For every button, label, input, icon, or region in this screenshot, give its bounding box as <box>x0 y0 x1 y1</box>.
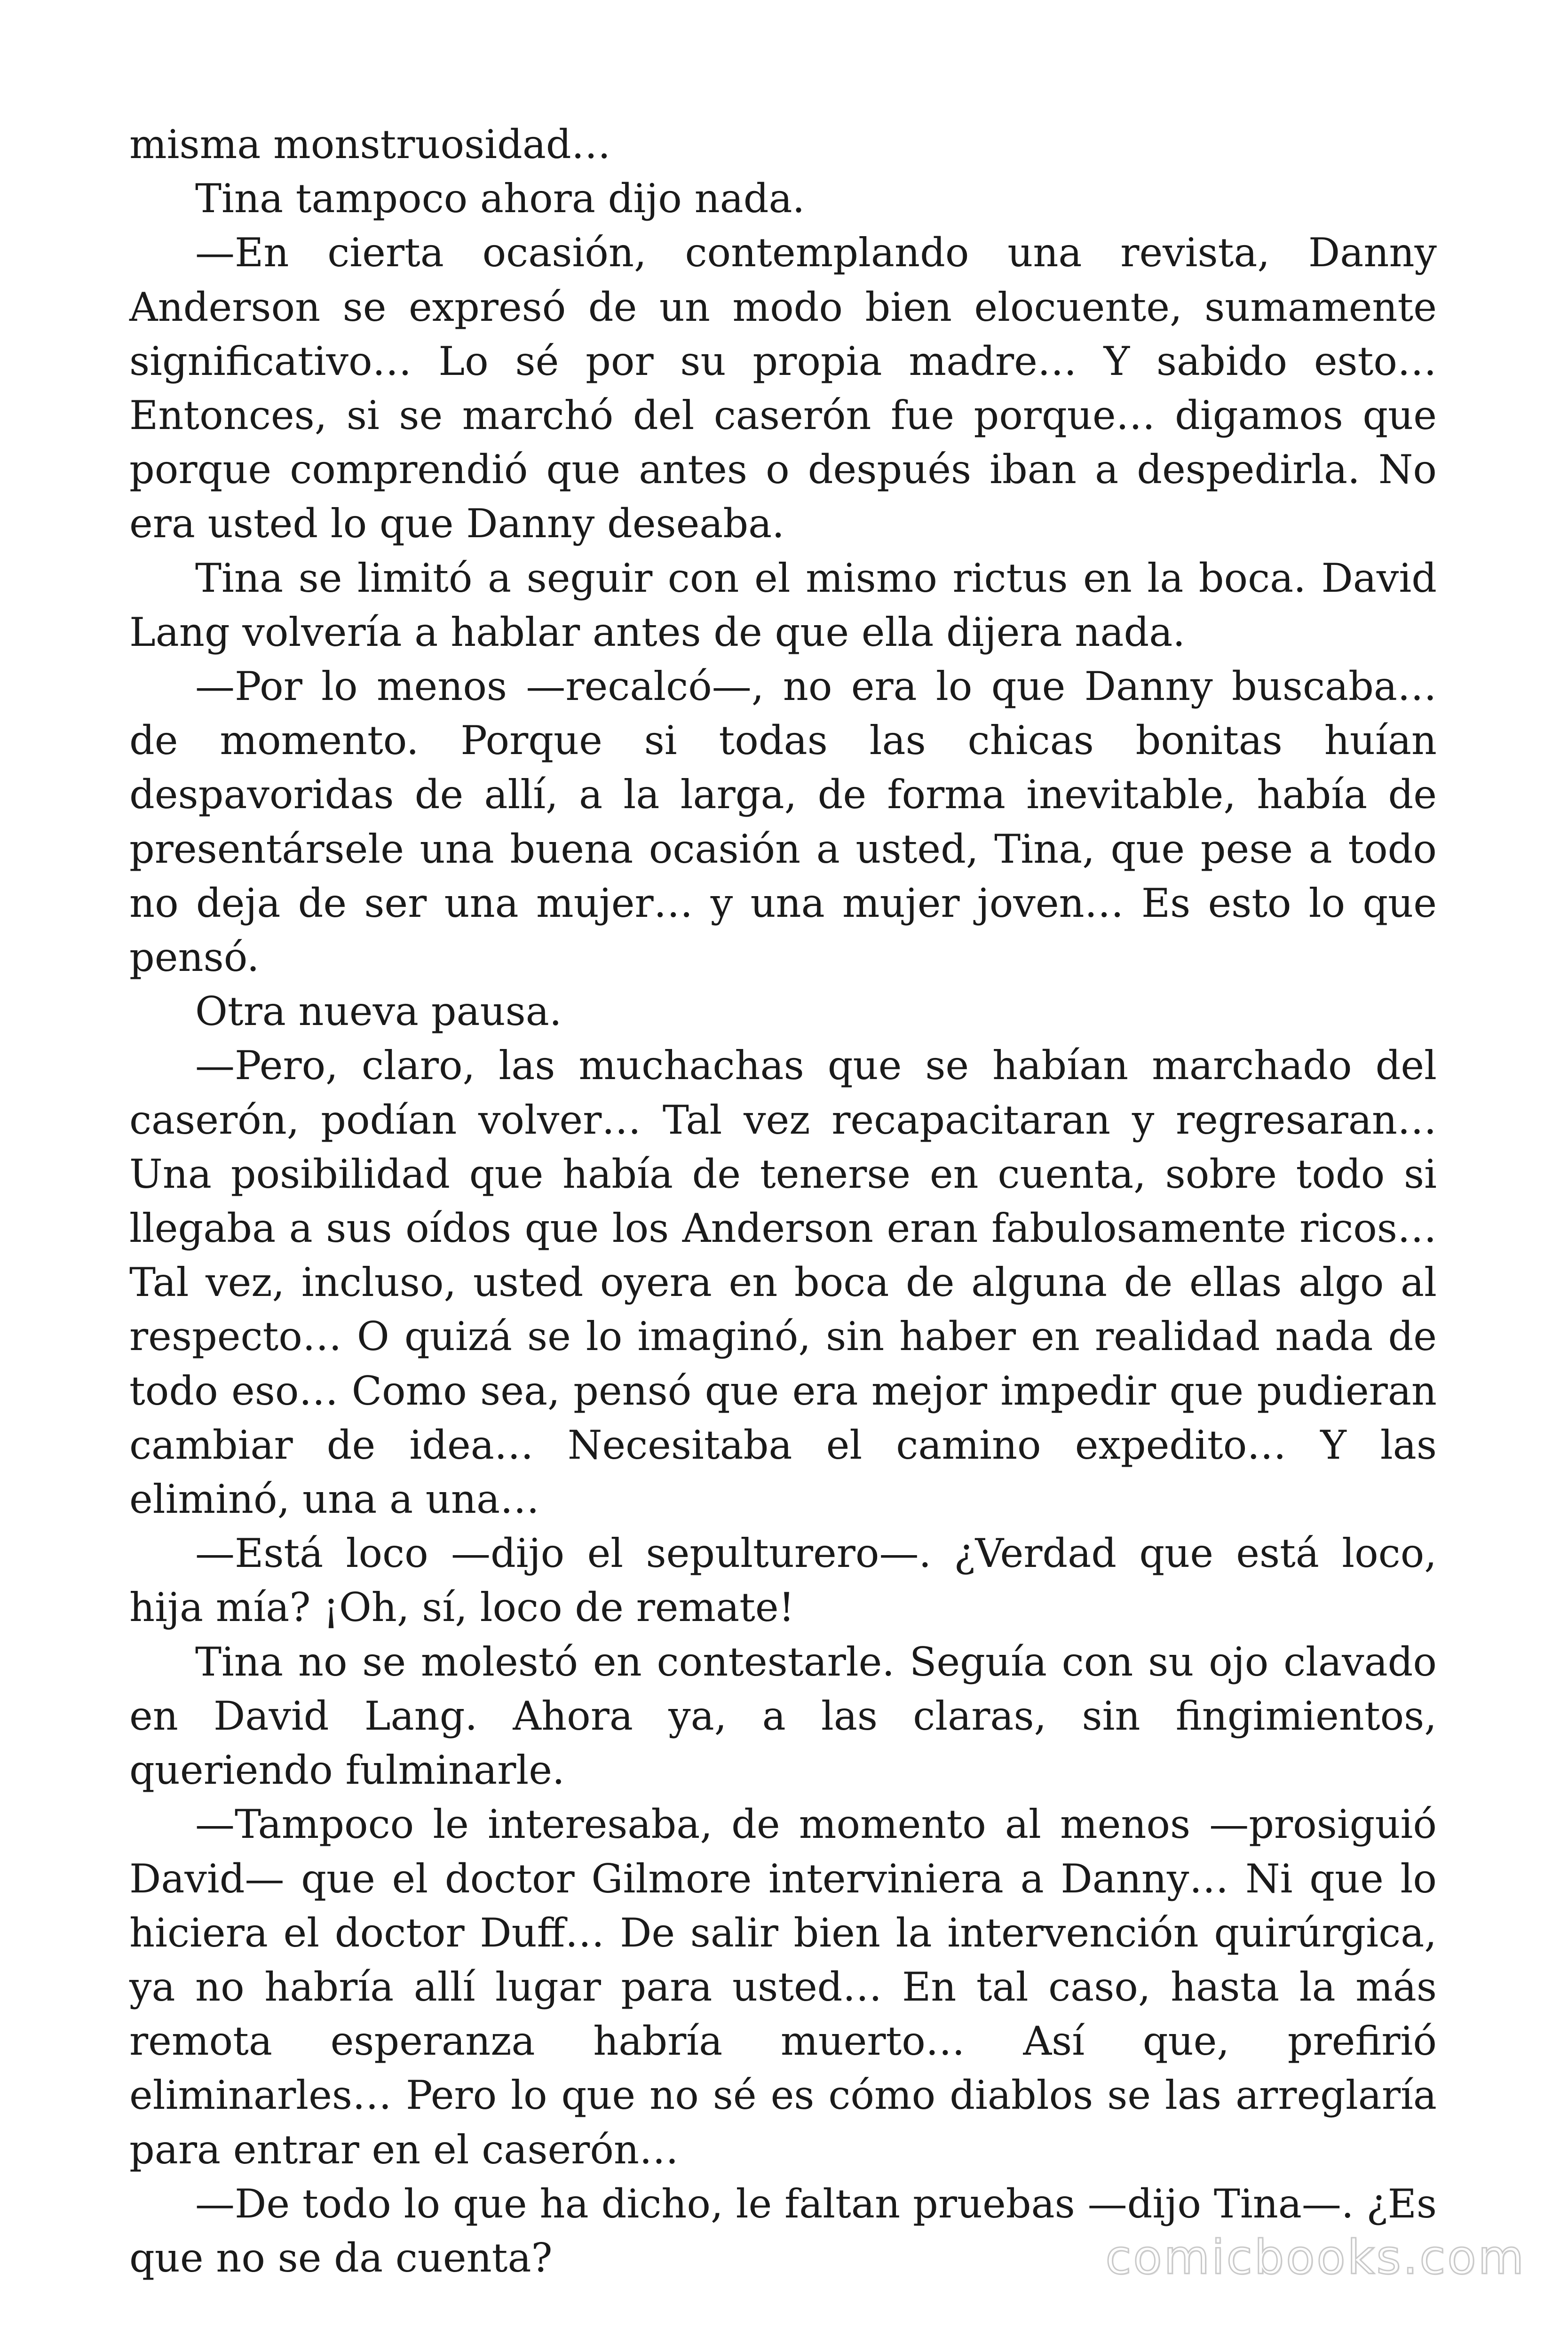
page-body-text <box>129 118 1437 2285</box>
paragraph: Tina se limitó a seguir con el mismo rictus en la boca. David Lang volvería a hablar antes de que ella dijera nada. <box>129 555 1437 655</box>
paragraph: Otra nueva pausa. <box>195 988 562 1035</box>
paragraph: —En cierta ocasión, contemplando una revista, Danny Anderson se expresó de un modo bien elocuente, sumamente significativo… Lo sé por su propia madre… Y sabido esto… Entonces, si se marchó del caserón fue porque… digamos que porque comprendió que antes o después iban a despedirla. No era usted lo que Danny deseaba. <box>129 230 1437 547</box>
paragraph: —Tampoco le interesaba, de momento al menos —prosiguió David— que el doctor Gilmore interviniera a Danny… Ni que lo hiciera el doctor Duff… De salir bien la intervención quirúrgica, ya no habría allí lugar para usted… En tal caso, hasta la más remota esperanza habría muerto… Así que, prefirió eliminarles… Pero lo que no sé es cómo diablos se las arreglaría para entrar en el caserón… <box>129 1801 1437 2173</box>
paragraph: misma monstruosidad… <box>129 121 611 167</box>
paragraph: —Está loco —dijo el sepulturero—. ¿Verdad que está loco, hija mía? ¡Oh, sí, loco de remate! <box>129 1530 1437 1631</box>
paragraph: Tina no se molestó en contestarle. Seguía con su ojo clavado en David Lang. Ahora ya, a las claras, sin fingimientos, queriendo fulminarle. <box>129 1638 1437 1794</box>
paragraph: Tina tampoco ahora dijo nada. <box>195 175 805 222</box>
watermark: comicbooks.com <box>1105 2230 1526 2285</box>
paragraph: —Pero, claro, las muchachas que se habían marchado del caserón, podían volver… Tal vez recapacitaran y regresaran… Una posibilidad que había de tenerse en cuenta, sobre todo si llegaba a sus oídos que los Anderson eran fabulosamente ricos… Tal vez, incluso, usted oyera en boca de alguna de ellas algo al respecto… O quizá se lo imaginó, sin haber en realidad nada de todo eso… Como sea, pensó que era mejor impedir que pudieran cambiar de idea… Necesitaba el camino expedito… Y las eliminó, una a una… <box>129 1042 1437 1523</box>
paragraph: —De todo lo que ha dicho, le faltan pruebas —dijo Tina—. ¿Es que no se da cuenta? <box>129 2180 1437 2281</box>
paragraph: —Por lo menos —recalcó—, no era lo que Danny buscaba… de momento. Porque si todas las chicas bonitas huían despavoridas de allí, a la larga, de forma inevitable, había de presentársele una buena ocasión a usted, Tina, que pese a todo no deja de ser una mujer… y una mujer joven… Es esto lo que pensó. <box>129 663 1437 981</box>
